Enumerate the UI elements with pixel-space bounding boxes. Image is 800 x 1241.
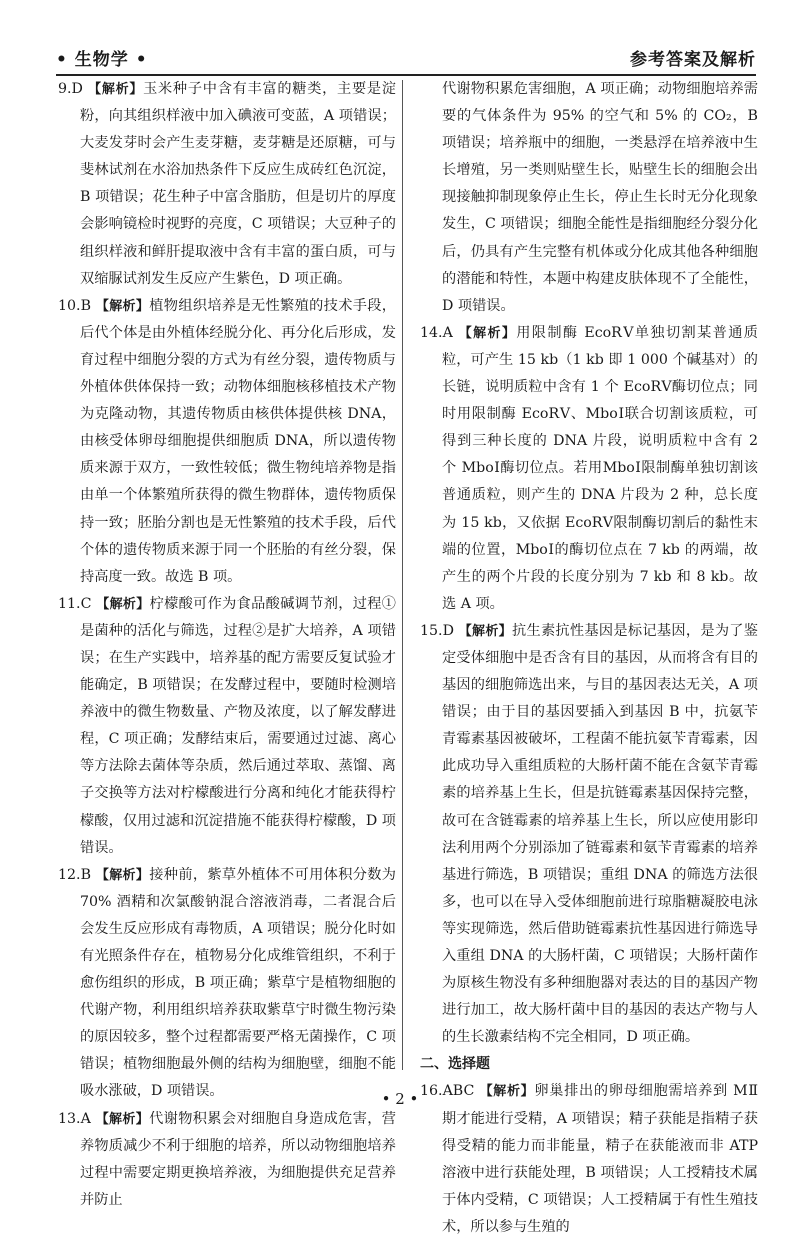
left-column xyxy=(58,76,396,1214)
analysis-tag: 【解析】 xyxy=(458,623,512,639)
answer-item-10: 10.B 【解析】植物组织培养是无性繁殖的技术手段，后代个体是由外植体经脱分化、再分化后形成，发育过程中细胞分裂的方式为有丝分裂，遗传物质与外植体供体保持一致；动物体细胞核移植技术产物为克隆动物，其遗传物质由核供体提供核 DNA，由核受体卵母细胞提供细胞质 DNA，所以遗传物质来源于双方，一致性较低；微生物纯培养物是指由单一个体繁殖所获得的微生物群体，遗传物质保持一致；胚胎分割也是无性繁殖的技术手段，后代个体的遗传物质来源于同一个胚胎的有丝分裂，保持高度一致。故选 B 项。 xyxy=(58,297,396,585)
answer-text: 代谢物积累会对细胞自身造成危害，营养物质减少不利于细胞的培养，所以动物细胞培养过程中需要定期更换培养液，为细胞提供充足营养并防止 xyxy=(80,1110,396,1208)
page-header xyxy=(56,40,756,76)
analysis-tag: 【解析】 xyxy=(458,325,517,341)
page-number: • 2 • xyxy=(381,1090,419,1108)
subject-title: • 生物学 • xyxy=(56,50,148,70)
answer-item-13: 13.A 【解析】代谢物积累会对细胞自身造成危害，营养物质减少不利于细胞的培养，所以动物细胞培养过程中需要定期更换培养液，为细胞提供充足营养并防止 xyxy=(58,1110,396,1208)
answer-item-15: 15.D 【解析】抗生素抗性基因是标记基因，是为了鉴定受体细胞中是否含有目的基因，从而将含有目的基因的细胞筛选出来，与目的基因表达无关，A 项错误；由于目的基因要插入到基因 B 中，抗氨苄青霉素基因被破坏，工程菌不能抗氨苄青霉素，因此成功导入重组质粒的大肠杆菌不能在含氨苄青霉素的培养基上生长，但是抗链霉素基因保持完整，故可在含链霉素的培养基上生长，所以应使用影印法利用两个分别添加了链霉素和氨苄青霉素的培养基进行筛选，B 项错误；重组 DNA 的筛选方法很多，也可以在导入受体细胞前进行琼脂糖凝胶电泳等实现筛选，然后借助链霉素抗性基因进行筛选导入重组 DNA 的大肠杆菌，C 项错误；大肠杆菌作为原核生物没有多种细胞器对表达的目的基因产物进行加工，故大肠杆菌中目的基因的表达产物与人的生长激素结构不完全相同，D 项正确。 xyxy=(420,622,758,1046)
answer-text: 植物组织培养是无性繁殖的技术手段，后代个体是由外植体经脱分化、再分化后形成，发育过程中细胞分裂的方式为有丝分裂，遗传物质与外植体供体保持一致；动物体细胞核移植技术产物为克隆动物，其遗传物质由核供体提供核 DNA，由核受体卵母细胞提供细胞质 DNA，所以遗传物质来源于双方，一致性较低；微生物纯培养物是指由单一个体繁殖所获得的微生物群体，遗传物质保持一致；胚胎分割也是无性繁殖的技术手段，后代个体的遗传物质来源于同一个胚胎的有丝分裂，保持高度一致。故选 B 项。 xyxy=(80,297,396,585)
right-column xyxy=(420,76,758,1241)
answer-text: 抗生素抗性基因是标记基因，是为了鉴定受体细胞中是否含有目的基因，从而将含有目的基因的细胞筛选出来，与目的基因表达无关，A 项错误；由于目的基因要插入到基因 B 中，抗氨苄青霉素基因被破坏，工程菌不能抗氨苄青霉素，因此成功导入重组质粒的大肠杆菌不能在含氨苄青霉素的培养基上生长，但是抗链霉素基因保持完整，故可在含链霉素的培养基上生长，所以应使用影印法利用两个分别添加了链霉素和氨苄青霉素的培养基进行筛选，B 项错误；重组 DNA 的筛选方法很多，也可以在导入受体细胞前进行琼脂糖凝胶电泳等实现筛选，然后借助链霉素抗性基因进行筛选导入重组 DNA 的大肠杆菌，C 项错误；大肠杆菌作为原核生物没有多种细胞器对表达的目的基因产物进行加工，故大肠杆菌中目的基因的表达产物与人的生长激素结构不完全相同，D 项正确。 xyxy=(442,622,758,1046)
analysis-tag: 【解析】 xyxy=(479,1084,535,1100)
answer-text: 用限制酶 EcoRⅤ单独切割某普通质粒，可产生 15 kb（1 kb 即 1 000 个碱基对）的长链，说明质粒中含有 1 个 EcoRⅤ酶切位点；同时用限制酶 EcoRⅤ、MboⅠ联合切割该质粒，可得到三种长度的 DNA 片段，说明质粒中含有 2 个 MboⅠ酶切位点。若用MboⅠ限制酶单独切割该普通质粒，则产生的 DNA 片段为 2 种，总长度为 15 kb，又依据 EcoRⅤ限制酶切割后的黏性末端的位置，MboⅠ的酶切位点在 7 kb 的两端，故产生的两个片段的长度分别为 7 kb 和 8 kb。故选 A 项。 xyxy=(442,324,758,612)
answer-text: 接种前，紫草外植体不可用体积分数为 70% 酒精和次氯酸钠混合溶液消毒，二者混合后会发生反应形成有毒物质，A 项错误；脱分化时如有光照条件存在，植物易分化成维管组织，不利于愈伤组织的形成，B 项正确；紫草宁是植物细胞的代谢产物，利用组织培养获取紫草宁时微生物污染的原因较多，整个过程都需要严格无菌操作，C 项错误；植物细胞最外侧的结构为细胞壁，细胞不能吸水涨破，D 项错误。 xyxy=(80,866,396,1100)
answer-item-9: 9.D 【解析】玉米种子中含有丰富的糖类，主要是淀粉，向其组织样液中加入碘液可变蓝，A 项错误；大麦发芽时会产生麦芽糖，麦芽糖是还原糖，可与斐林试剂在水浴加热条件下反应生成砖红色沉淀，B 项错误；花生种子中富含脂肪，但是切片的厚度会影响镜检时视野的亮度，C 项错误；大豆种子的组织样液和鲜肝提取液中含有丰富的蛋白质，可与双缩脲试剂发生反应产生紫色，D 项正确。 xyxy=(58,81,396,287)
column-divider xyxy=(402,80,403,1070)
answer-text: 柠檬酸可作为食品酸碱调节剂，过程①是菌种的活化与筛选，过程②是扩大培养，A 项错误；在生产实践中，培养基的配方需要反复试验才能确定，B 项错误；在发酵过程中，要随时检测培养液中的微生物数量、产物及浓度，以了解发酵进程，C 项正确；发酵结束后，需要通过过滤、离心等方法除去菌体等杂质，然后通过萃取、蒸馏、离子交换等方法对柠檬酸进行分离和纯化才能获得柠檬酸，仅用过滤和沉淀措施不能获得柠檬酸，D 项错误。 xyxy=(80,595,396,856)
answer-item-16: 16.ABC 【解析】卵巢排出的卵母细胞需培养到 MⅡ期才能进行受精，A 项错误；精子获能是指精子获得受精的能力而非能量，精子在获能液而非 ATP 溶液中进行获能处理，B 项错误；人工授精技术属于体内受精，C 项错误；人工授精属于有性生殖技术，所以参与生殖的 xyxy=(420,1083,758,1235)
section-heading: 二、选择题 xyxy=(420,1056,490,1073)
analysis-tag: 【解析】 xyxy=(95,867,150,883)
answer-item-12: 12.B 【解析】接种前，紫草外植体不可用体积分数为 70% 酒精和次氯酸钠混合溶液消毒，二者混合后会发生反应形成有毒物质，A 项错误；脱分化时如有光照条件存在，植物易分化成维管组织，不利于愈伤组织的形成，B 项正确；紫草宁是植物细胞的代谢产物，利用组织培养获取紫草宁时微生物污染的原因较多，整个过程都需要严格无菌操作，C 项错误；植物细胞最外侧的结构为细胞壁，细胞不能吸水涨破，D 项错误。 xyxy=(58,866,396,1100)
answer-item-11: 11.C 【解析】柠檬酸可作为食品酸碱调节剂，过程①是菌种的活化与筛选，过程②是扩大培养，A 项错误；在生产实践中，培养基的配方需要反复试验才能确定，B 项错误；在发酵过程中，要随时检测培养液中的微生物数量、产物及浓度，以了解发酵进程，C 项正确；发酵结束后，需要通过过滤、离心等方法除去菌体等杂质，然后通过萃取、蒸馏、离子交换等方法对柠檬酸进行分离和纯化才能获得柠檬酸，仅用过滤和沉淀措施不能获得柠檬酸，D 项错误。 xyxy=(58,595,396,856)
answer-item-14: 14.A 【解析】用限制酶 EcoRⅤ单独切割某普通质粒，可产生 15 kb（1 kb 即 1 000 个碱基对）的长链，说明质粒中含有 1 个 EcoRⅤ酶切位点；同时用限制酶 EcoRⅤ、MboⅠ联合切割该质粒，可得到三种长度的 DNA 片段，说明质粒中含有 2 个 MboⅠ酶切位点。若用MboⅠ限制酶单独切割该普通质粒，则产生的 DNA 片段为 2 种，总长度为 15 kb，又依据 EcoRⅤ限制酶切割后的黏性末端的位置，MboⅠ的酶切位点在 7 kb 的两端，故产生的两个片段的长度分别为 7 kb 和 8 kb。故选 A 项。 xyxy=(420,324,758,612)
analysis-tag: 【解析】 xyxy=(88,82,144,97)
analysis-tag: 【解析】 xyxy=(96,596,150,612)
answer-text: 玉米种子中含有丰富的糖类，主要是淀粉，向其组织样液中加入碘液可变蓝，A 项错误；大麦发芽时会产生麦芽糖，麦芽糖是还原糖，可与斐林试剂在水浴加热条件下反应生成砖红色沉淀，B 项错误；花生种子中富含脂肪，但是切片的厚度会影响镜检时视野的亮度，C 项错误；大豆种子的组织样液和鲜肝提取液中含有丰富的蛋白质，可与双缩脲试剂发生反应产生紫色，D 项正确。 xyxy=(80,81,396,287)
answer-item-13-continued: 代谢物积累危害细胞，A 项正确；动物细胞培养需要的气体条件为 95% 的空气和 5% 的 CO₂，B 项错误；培养瓶中的细胞，一类悬浮在培养液中生长增殖，另一类则贴壁生长，贴壁生长的细胞会出现接触抑制现象停止生长，停止生长时无分化现象发生，C 项错误；细胞全能性是指细胞经分裂分化后，仍具有产生完整有机体或分化成其他各种细胞的潜能和特性，本题中构建皮肤体现不了全能性，D 项错误。 xyxy=(442,81,758,314)
analysis-tag: 【解析】 xyxy=(95,298,150,314)
answer-text: 卵巢排出的卵母细胞需培养到 MⅡ期才能进行受精，A 项错误；精子获能是指精子获得受精的能力而非能量，精子在获能液而非 ATP 溶液中进行获能处理，B 项错误；人工授精技术属于体内受精，C 项错误；人工授精属于有性生殖技术，所以参与生殖的 xyxy=(442,1083,758,1235)
section-title: 参考答案及解析 xyxy=(630,50,756,70)
analysis-tag: 【解析】 xyxy=(95,1111,150,1127)
